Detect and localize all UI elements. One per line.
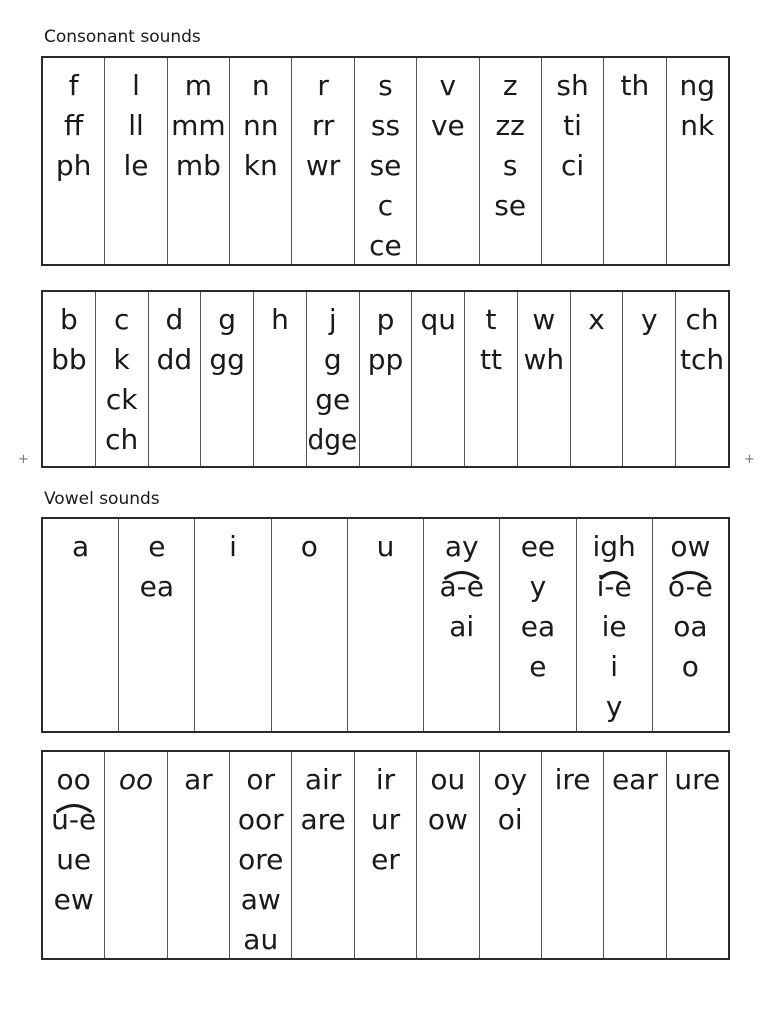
grapheme: oo: [56, 763, 91, 796]
consonant-grid-row-1: [41, 56, 730, 266]
grapheme: l: [132, 69, 140, 102]
consonant-sound-column: [43, 292, 96, 466]
grapheme: y: [605, 690, 623, 723]
grapheme: ie: [601, 610, 627, 643]
consonant-sound-column: [96, 292, 149, 466]
vowel-sound-column: [230, 752, 292, 958]
grapheme: g: [218, 303, 237, 336]
consonant-sound-column: [480, 58, 542, 264]
grapheme: o: [681, 650, 699, 683]
consonant-sounds-title: Consonant sounds: [44, 27, 201, 47]
grapheme: ti: [563, 109, 582, 142]
consonant-sound-column: [667, 58, 728, 264]
vowel-sound-column: [292, 752, 354, 958]
vowel-sound-column: [480, 752, 542, 958]
grapheme: mb: [175, 149, 221, 182]
grapheme: n: [251, 69, 270, 102]
vowel-sound-column: [542, 752, 604, 958]
consonant-sound-column: [604, 58, 666, 264]
grapheme: ch: [685, 303, 719, 336]
consonant-sound-column: [623, 292, 676, 466]
grapheme: x: [588, 303, 605, 336]
grapheme: p: [376, 303, 395, 336]
grapheme: ve: [430, 109, 465, 142]
consonant-sound-column: [676, 292, 728, 466]
grapheme: kn: [243, 149, 278, 182]
grapheme: se: [494, 189, 527, 222]
grapheme: ur: [370, 803, 401, 836]
grapheme: wr: [305, 149, 341, 182]
vowel-sound-column: [500, 519, 576, 731]
vowel-sound-column: [43, 519, 119, 731]
grapheme: dd: [156, 343, 193, 376]
grapheme: ore: [238, 843, 284, 876]
grapheme: z: [502, 69, 518, 102]
grapheme: au: [243, 923, 279, 956]
consonant-sound-column: [201, 292, 254, 466]
consonant-sound-column: [149, 292, 202, 466]
consonant-sound-column: [571, 292, 624, 466]
grapheme: i: [610, 650, 619, 683]
grapheme: zz: [495, 109, 525, 142]
grapheme: ce: [369, 229, 402, 262]
grapheme: ear: [611, 763, 658, 796]
consonant-sound-column: [307, 292, 360, 466]
grapheme: ir: [375, 763, 396, 796]
grapheme: ck: [105, 383, 138, 416]
grapheme: ea: [520, 610, 556, 643]
grapheme: sh: [556, 69, 589, 102]
grapheme: ow: [427, 803, 468, 836]
consonant-sound-column: [105, 58, 167, 264]
consonant-sound-column: [465, 292, 518, 466]
grapheme: h: [271, 303, 289, 336]
vowel-sound-column: [348, 519, 424, 731]
grapheme: aw: [240, 883, 281, 916]
grapheme: mm: [171, 109, 226, 142]
consonant-sound-column: [230, 58, 292, 264]
grapheme: nk: [680, 109, 715, 142]
grapheme: a: [72, 530, 90, 563]
grapheme: y: [641, 303, 658, 336]
vowel-grid-row-2: [41, 750, 730, 960]
grapheme: u: [376, 530, 395, 563]
grapheme: ee: [520, 530, 556, 563]
grapheme: nn: [243, 109, 279, 142]
split-digraph-arc-icon: [443, 570, 480, 580]
grapheme: or: [246, 763, 276, 796]
vowel-sound-column: [43, 752, 105, 958]
grapheme: tt: [480, 343, 502, 376]
grapheme: se: [369, 149, 402, 182]
grapheme: s: [502, 149, 518, 182]
split-digraph-arc-icon: [55, 803, 93, 813]
split-digraph-grapheme: u-e: [51, 803, 97, 836]
grapheme: g: [323, 343, 342, 376]
grapheme: oo: [118, 763, 154, 796]
consonant-sound-column: [254, 292, 307, 466]
grapheme: c: [377, 189, 394, 222]
grapheme: s: [378, 69, 393, 102]
grapheme: v: [439, 69, 457, 102]
vowel-sound-column: [577, 519, 653, 731]
grapheme: t: [485, 303, 497, 336]
grapheme: ai: [449, 610, 475, 643]
consonant-sound-column: [417, 58, 479, 264]
consonant-sound-column: [292, 58, 354, 264]
grapheme: igh: [592, 530, 636, 563]
grapheme: ng: [679, 69, 716, 102]
grapheme: ci: [560, 149, 585, 182]
crosshair-mark-left: +: [18, 452, 29, 467]
grapheme: ay: [444, 530, 479, 563]
grapheme: y: [529, 570, 547, 603]
consonant-sound-column: [360, 292, 413, 466]
grapheme: ure: [674, 763, 721, 796]
grapheme: j: [328, 303, 337, 336]
consonant-grid-row-2: [41, 290, 730, 468]
grapheme: bb: [51, 343, 87, 376]
vowel-sounds-title: Vowel sounds: [44, 489, 160, 509]
split-digraph-arc-icon: [671, 570, 709, 580]
vowel-sound-column: [667, 752, 728, 958]
split-digraph-grapheme: a-e: [439, 570, 484, 603]
vowel-sound-column: [272, 519, 348, 731]
grapheme: e: [148, 530, 166, 563]
grapheme: air: [304, 763, 342, 796]
grapheme: ea: [139, 570, 175, 603]
consonant-sound-column: [412, 292, 465, 466]
consonant-sound-column: [168, 58, 230, 264]
grapheme: oa: [673, 610, 708, 643]
grapheme: oi: [497, 803, 523, 836]
vowel-grid-row-1: [41, 517, 730, 733]
grapheme: wh: [523, 343, 565, 376]
consonant-sound-column: [518, 292, 571, 466]
vowel-sound-column: [355, 752, 417, 958]
grapheme: ph: [55, 149, 92, 182]
grapheme: oor: [237, 803, 284, 836]
grapheme: ss: [370, 109, 401, 142]
grapheme: le: [123, 149, 149, 182]
split-digraph-grapheme: o-e: [667, 570, 713, 603]
consonant-sound-column: [43, 58, 105, 264]
grapheme: b: [59, 303, 78, 336]
consonant-sound-column: [355, 58, 417, 264]
split-digraph-arc-icon: [599, 570, 628, 580]
vowel-sound-column: [417, 752, 479, 958]
grapheme: f: [68, 69, 79, 102]
grapheme: e: [529, 650, 547, 683]
grapheme: ch: [105, 423, 139, 456]
grapheme: ire: [554, 763, 591, 796]
grapheme: qu: [420, 303, 456, 336]
grapheme: pp: [367, 343, 404, 376]
crosshair-mark-right: +: [744, 452, 755, 467]
grapheme: i: [229, 530, 237, 563]
grapheme: rr: [311, 109, 335, 142]
grapheme: ue: [56, 843, 92, 876]
grapheme: are: [300, 803, 346, 836]
grapheme: oy: [493, 763, 528, 796]
grapheme: gg: [209, 343, 245, 376]
grapheme: ou: [430, 763, 466, 796]
vowel-sound-column: [195, 519, 271, 731]
grapheme: dge: [307, 423, 358, 456]
grapheme: ge: [315, 383, 351, 416]
vowel-sound-column: [168, 752, 230, 958]
grapheme: ar: [184, 763, 213, 796]
vowel-sound-column: [653, 519, 728, 731]
grapheme: ew: [53, 883, 94, 916]
grapheme: ff: [64, 109, 84, 142]
grapheme: ow: [670, 530, 711, 563]
grapheme: er: [371, 843, 400, 876]
grapheme: w: [532, 303, 556, 336]
grapheme: ll: [128, 109, 144, 142]
grapheme: r: [317, 69, 329, 102]
grapheme: d: [165, 303, 184, 336]
split-digraph-grapheme: i-e: [596, 570, 632, 603]
grapheme: m: [184, 69, 213, 102]
grapheme: k: [113, 343, 130, 376]
grapheme: tch: [680, 343, 725, 376]
vowel-sound-column: [604, 752, 666, 958]
consonant-sound-column: [542, 58, 604, 264]
vowel-sound-column: [424, 519, 500, 731]
vowel-sound-column: [105, 752, 167, 958]
grapheme: th: [620, 69, 650, 102]
vowel-sound-column: [119, 519, 195, 731]
grapheme: c: [113, 303, 130, 336]
grapheme: o: [300, 530, 318, 563]
